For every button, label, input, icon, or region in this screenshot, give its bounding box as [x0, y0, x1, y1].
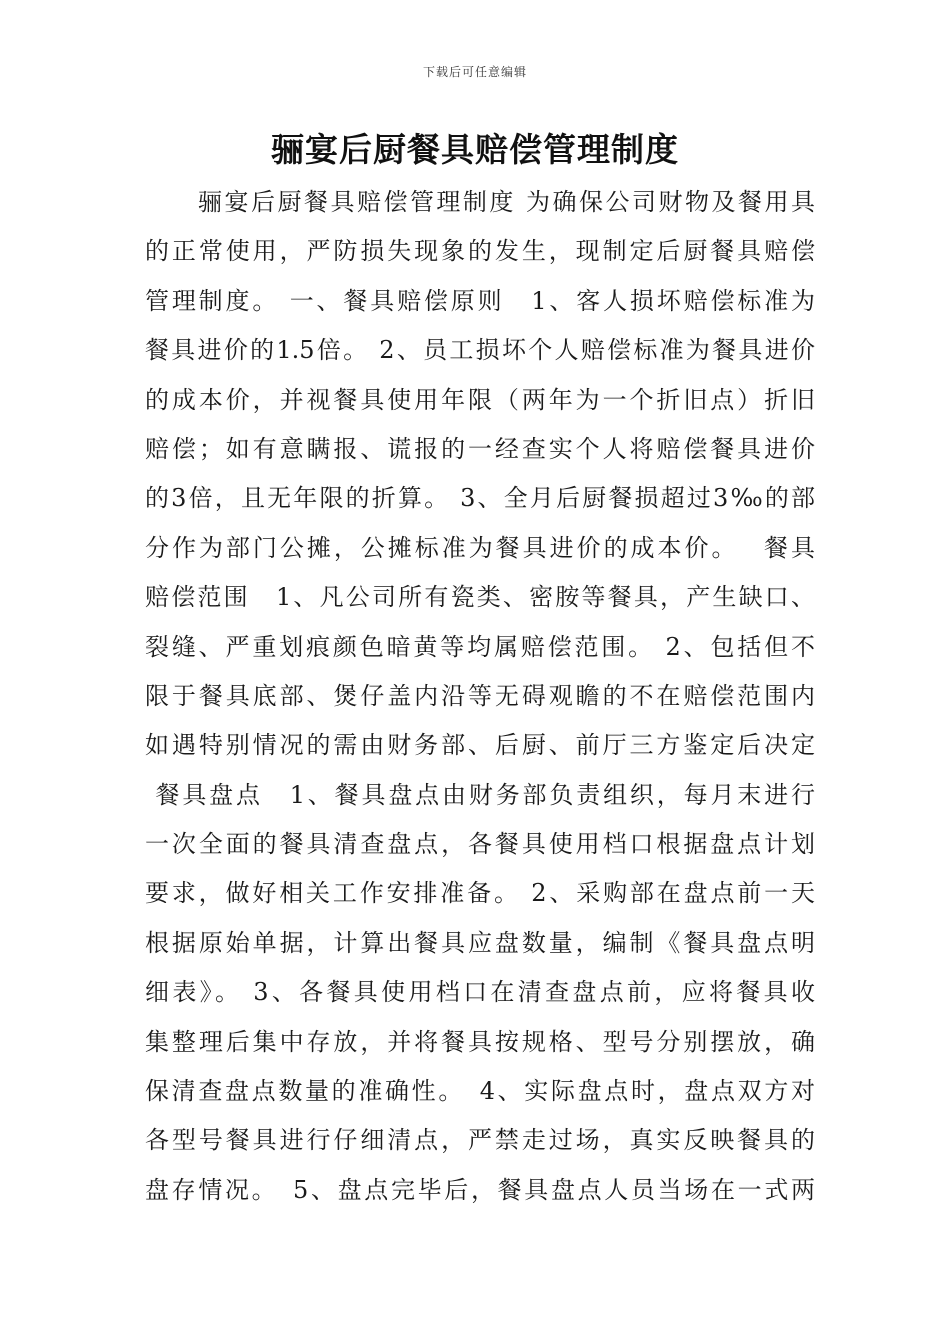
document-body: [145, 178, 815, 1215]
body-line: 盘存情况。 5、盘点完毕后，餐具盘点人员当场在一式两: [145, 1175, 815, 1204]
body-line: 如遇特别情况的需由财务部、后厨、前厅三方鉴定后决定: [145, 731, 815, 760]
body-line: 裂缝、严重划痕颜色暗黄等均属赔偿范围。 2、包括但不: [145, 632, 815, 661]
body-line: 餐具进价的1.5倍。 2、员工损坏个人赔偿标准为餐具进价: [145, 336, 815, 365]
body-line: 保清查盘点数量的准确性。 4、实际盘点时，盘点双方对: [145, 1077, 815, 1106]
body-line: 管理制度。 一、餐具赔偿原则 1、客人损坏赔偿标准为: [145, 286, 815, 315]
body-line: 各型号餐具进行仔细清点，严禁走过场，真实反映餐具的: [145, 1126, 815, 1155]
body-line: 根据原始单据，计算出餐具应盘数量，编制《餐具盘点明: [145, 928, 815, 957]
body-line: 一次全面的餐具清查盘点，各餐具使用档口根据盘点计划: [145, 830, 815, 859]
body-line: 赔偿范围 1、凡公司所有瓷类、密胺等餐具，产生缺口、: [145, 583, 815, 612]
document-title: 骊宴后厨餐具赔偿管理制度: [271, 130, 679, 169]
body-line: 细表》。 3、各餐具使用档口在清查盘点前，应将餐具收: [145, 978, 815, 1007]
body-line: 的成本价，并视餐具使用年限（两年为一个折旧点）折旧: [145, 385, 815, 414]
body-line: 骊宴后厨餐具赔偿管理制度 为确保公司财物及餐用具: [145, 188, 815, 216]
body-line: 的正常使用，严防损失现象的发生，现制定后厨餐具赔偿: [145, 237, 815, 266]
body-line: 分作为部门公摊，公摊标准为餐具进价的成本价。 餐具: [145, 533, 815, 562]
body-line: 赔偿；如有意瞒报、谎报的一经查实个人将赔偿餐具进价: [145, 434, 815, 463]
body-line: 餐具盘点 1、餐具盘点由财务部负责组织，每月末进行: [145, 780, 815, 809]
body-line: 的3倍，且无年限的折算。 3、全月后厨餐损超过3‰的部: [145, 484, 815, 513]
body-line: 要求，做好相关工作安排准备。 2、采购部在盘点前一天: [145, 879, 815, 908]
body-line: 限于餐具底部、煲仔盖内沿等无碍观瞻的不在赔偿范围内: [145, 681, 815, 710]
header-note: 下载后可任意编辑: [422, 65, 527, 79]
body-line: 集整理后集中存放，并将餐具按规格、型号分别摆放，确: [145, 1027, 815, 1056]
